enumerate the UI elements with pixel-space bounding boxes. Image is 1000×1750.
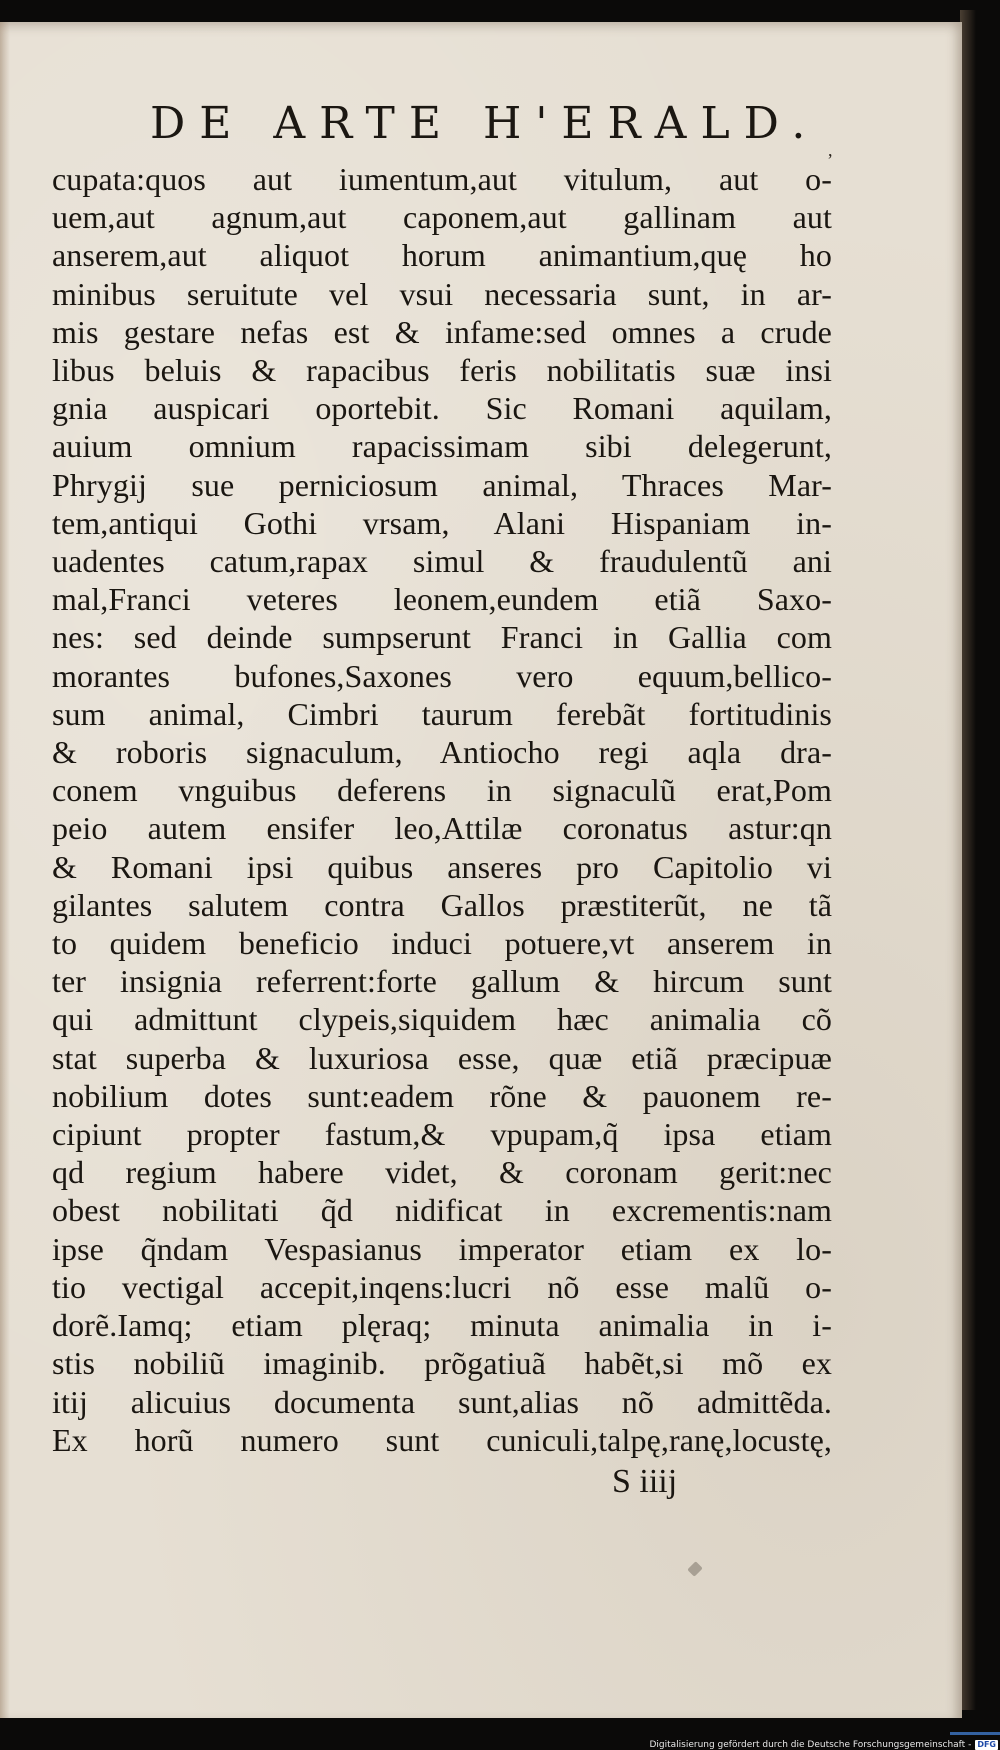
text-line: cipiunt propter fastum,& vpupam,q̃ ipsa etiam — [52, 1116, 832, 1153]
signature-mark: S iiij — [612, 1463, 678, 1500]
text-line: mal,Franci veteres leonem,eundem etiã Saxo- — [52, 581, 832, 618]
text-line: auium omnium rapacissimam sibi delegerunt, — [52, 428, 832, 465]
text-line: mis gestare nefas est & infame:sed omnes a crude — [52, 313, 832, 350]
text-line: Phrygij sue perniciosum animal, Thraces Mar- — [52, 466, 832, 503]
text-line: nes: sed deinde sumpserunt Franci in Gallia com — [52, 619, 832, 656]
text-line: tio vectigal accepit,inqens:lucri nõ esse malũ o- — [52, 1268, 832, 1305]
text-line: ipse q̃ndam Vespasianus imperator etiam ex lo- — [52, 1230, 832, 1267]
margin-mark: , — [828, 140, 833, 160]
text-line: cupata:quos aut iumentum,aut vitulum, aut o- — [52, 161, 832, 197]
page-edge-wear — [0, 22, 10, 1722]
text-line: conem vnguibus deferens in signaculũ erat,Pom — [52, 772, 832, 809]
text-line: gnia auspicari oportebit. Sic Romani aquilam, — [52, 390, 832, 427]
text-line: tem,antiqui Gothi vrsam, Alani Hispaniam in- — [52, 504, 832, 541]
text-line: minibus seruitute vel vsui necessaria sunt, in ar- — [52, 275, 832, 312]
running-head: DE ARTE H'ERALD. — [150, 98, 820, 149]
text-line: & roboris signaculum, Antiocho regi aqla dra- — [52, 734, 832, 771]
dfg-credit-text: Digitalisierung gefördert durch die Deutsche Forschungsgemeinschaft - — [649, 1739, 972, 1750]
text-line: uadentes catum,rapax simul & fraudulentũ ani — [52, 543, 832, 580]
body-text — [52, 160, 832, 1459]
text-line: stis nobiliũ imaginib. prõgatiuã habẽt,si mõ ex — [52, 1345, 832, 1382]
text-line: qui admittunt clypeis,siquidem hæc animalia cõ — [52, 1001, 832, 1038]
text-line: libus beluis & rapacibus feris nobilitatis suæ insi — [52, 352, 832, 389]
text-line: uem,aut agnum,aut caponem,aut gallinam aut — [52, 199, 832, 236]
text-line: gilantes salutem contra Gallos præstiterũt, ne tã — [52, 886, 832, 923]
text-line: itij alicuius documenta sunt,alias nõ admittẽda. — [52, 1383, 832, 1420]
text-line: sum animal, Cimbri taurum ferebãt fortitudinis — [52, 695, 832, 732]
text-line: obest nobilitati q̃d nidificat in excrementis:nam — [52, 1192, 832, 1229]
text-line: qd regium habere videt, & coronam gerit:nec — [52, 1154, 832, 1191]
text-line: anserem,aut aliquot horum animantium,quę ho — [52, 237, 832, 274]
text-line: stat superba & luxuriosa esse, quæ etiã præcipuæ — [52, 1039, 832, 1076]
text-line: ter insignia referrent:forte gallum & hircum sunt — [52, 963, 832, 1000]
page-edge-shadow — [960, 10, 976, 1710]
text-line: morantes bufones,Saxones vero equum,bellico- — [52, 657, 832, 694]
text-line: peio autem ensifer leo,Attilæ coronatus astur:qn — [52, 810, 832, 847]
text-line: Ex horũ numero sunt cuniculi,talpę,ranę,locustę, — [52, 1421, 832, 1458]
footer-accent-line — [950, 1732, 1000, 1735]
dfg-credit — [649, 1739, 998, 1750]
dfg-logo: DFG — [977, 1739, 996, 1749]
text-line: nobilium dotes sunt:eadem rõne & pauonem re- — [52, 1077, 832, 1114]
text-line: dorẽ.Iamq; etiam plęraq; minuta animalia in i- — [52, 1307, 832, 1344]
text-line: & Romani ipsi quibus anseres pro Capitolio vi — [52, 848, 832, 885]
text-line: to quidem beneficio induci potuere,vt anserem in — [52, 925, 832, 962]
